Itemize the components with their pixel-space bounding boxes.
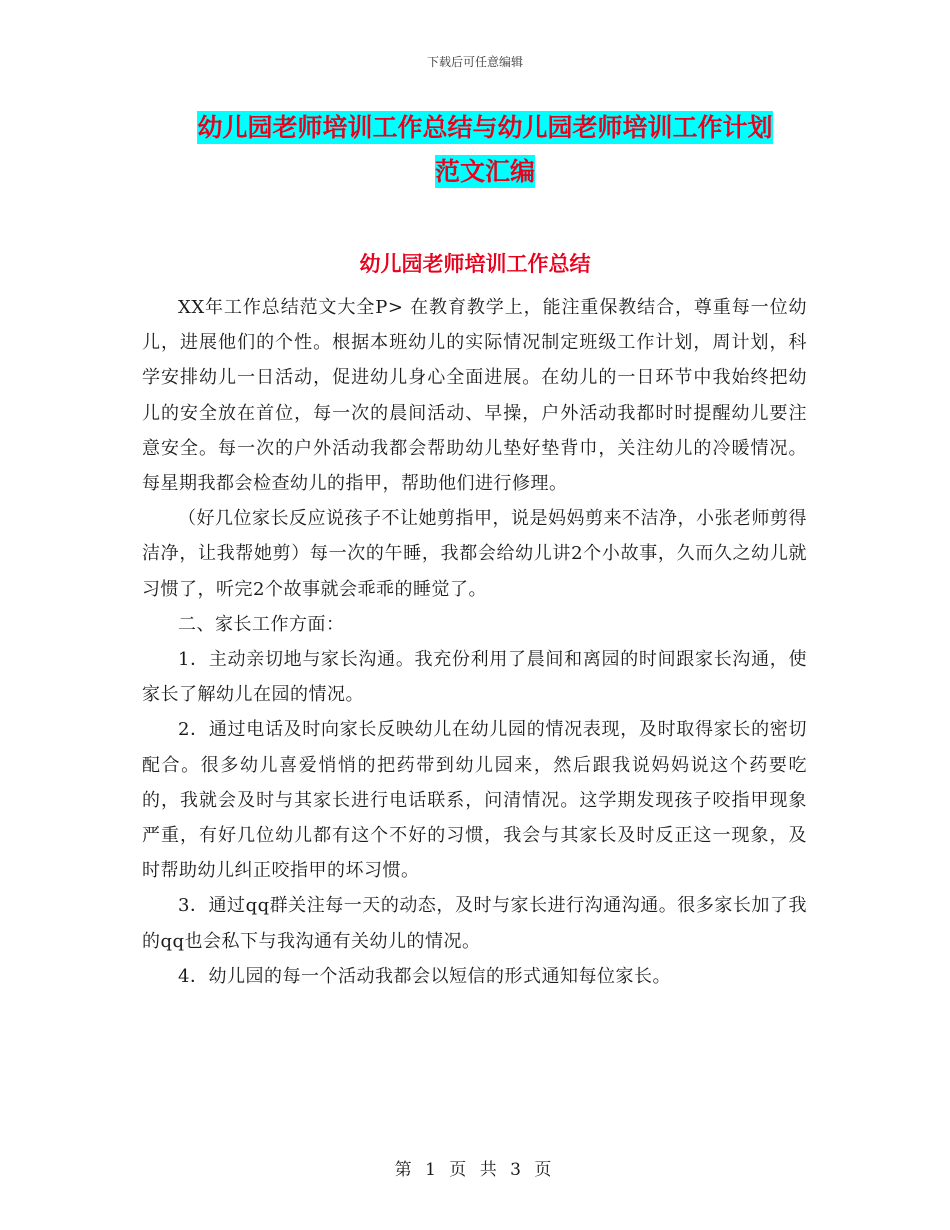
body-paragraph: 1．主动亲切地与家长沟通。我充份利用了晨间和离园的时间跟家长沟通，使家长了解幼儿在园的情况。 — [142, 649, 807, 706]
section-title: 幼儿园老师培训工作总结 — [359, 252, 591, 276]
document-title-line-2: 范文汇编 — [434, 157, 535, 186]
document-title-line-1: 幼儿园老师培训工作总结与幼儿园老师培训工作计划 — [197, 113, 773, 142]
document-body — [142, 290, 807, 994]
body-paragraph: 3．通过qq群关注每一天的动态，及时与家长进行沟通沟通。很多家长加了我的qq也会私下与我沟通有关幼儿的情况。 — [142, 895, 807, 952]
body-paragraph: 2．通过电话及时向家长反映幼儿在幼儿园的情况表现，及时取得家长的密切配合。很多幼儿喜爱悄悄的把药带到幼儿园来，然后跟我说妈妈说这个药要吃的，我就会及时与其家长进行电话联系，问清情况。这学期发现孩子咬指甲现象严重，有好几位幼儿都有这个不好的习惯，我会与其家长及时反正这一现象，及时帮助幼儿纠正咬指甲的坏习惯。 — [142, 719, 807, 882]
body-paragraph: XX年工作总结范文大全P> 在教育教学上，能注重保教结合，尊重每一位幼儿，进展他们的个性。根据本班幼儿的实际情况制定班级工作计划，周计划，科学安排幼儿一日活动，促进幼儿身心全面进展。在幼儿的一日环节中我始终把幼儿的安全放在首位，每一次的晨间活动、早操，户外活动我都时时提醒幼儿要注意安全。每一次的户外活动我都会帮助幼儿垫好垫背巾，关注幼儿的冷暖情况。每星期我都会检查幼儿的指甲，帮助他们进行修理。 — [142, 297, 807, 495]
document-title — [145, 106, 825, 194]
body-paragraph: （好几位家长反应说孩子不让她剪指甲，说是妈妈剪来不洁净，小张老师剪得洁净，让我帮她剪）每一次的午睡，我都会给幼儿讲2个小故事，久而久之幼儿就习惯了，听完2个故事就会乖乖的睡觉了。 — [142, 508, 807, 600]
page-number-footer: 第 1 页 共 3 页 — [394, 1160, 556, 1180]
body-paragraph: 二、家长工作方面： — [178, 613, 345, 635]
page-header-note: 下载后可任意编辑 — [426, 55, 523, 69]
body-paragraph: 4．幼儿园的每一个活动我都会以短信的形式通知每位家长。 — [178, 965, 671, 987]
